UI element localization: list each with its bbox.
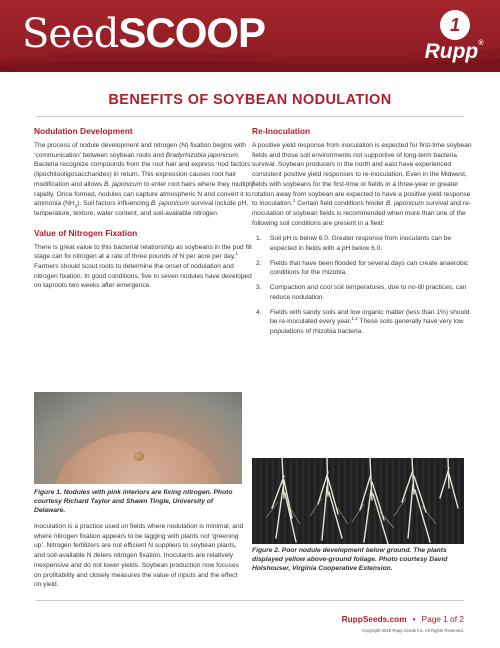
list-text: Fields with sandy soils and low organic matter (less than 1%) should be re-inoculated every year. bbox=[270, 308, 470, 326]
masthead-seed: Seed bbox=[22, 11, 119, 57]
footer bbox=[342, 614, 464, 624]
text-italic: B. japonicum bbox=[104, 180, 143, 188]
figure-1-caption: Figure 1. Nodules with pink interiors are fixing nitrogen. Photo courtesy Richard Taylor and Shawn Tingle, University of Delaware. bbox=[34, 489, 233, 515]
page-title: BENEFITS OF SOYBEAN NODULATION bbox=[108, 92, 392, 108]
footer-separator: • bbox=[412, 614, 416, 624]
text-run: survival include pH, temperature, texture, water content, and soil-available nitrogen. bbox=[34, 200, 249, 217]
left-column bbox=[34, 126, 254, 291]
reinoculation-paragraph bbox=[252, 141, 472, 228]
text-sup: 1 bbox=[235, 251, 239, 257]
right-column bbox=[252, 126, 472, 342]
list-text: Fields that have been flooded for several days can create anaerobic conditions for the rhizobia. bbox=[270, 259, 469, 277]
masthead-scoop: SCOOP bbox=[118, 9, 266, 56]
list-text: Compaction and cool soil temperatures, due to no-till practices, can reduce nodulation. bbox=[270, 284, 467, 301]
text-sup: 1 bbox=[292, 198, 296, 204]
text-run: to enter root hairs where they multiply rapidly. Once formed, nodules can capture atmospheric N and convert it to ammonia (NH bbox=[34, 180, 254, 208]
logo-word-text: Rupp bbox=[424, 40, 479, 63]
title-divider bbox=[36, 116, 464, 117]
text-sub: 3 bbox=[74, 203, 78, 209]
page-number: Page 1 of 2 bbox=[421, 614, 464, 624]
nodule-shape bbox=[134, 452, 144, 461]
text-run: ). Soil factors influencing bbox=[77, 200, 151, 208]
logo-word bbox=[422, 40, 486, 64]
inoculation-block bbox=[34, 522, 246, 590]
text-run: A positive yield response from inoculation is expected for first-time soybean fields and those soil environments not supportive of long-term bacteria survival. Soybean producers in the north and east have experienced consistent positive yield responses to re-inoculation. Even in the Midwest, fields with soybeans for the first-time or fields in a three-year or greater rotation away from soybean are expected to have a positive yield response to inoculation. bbox=[252, 142, 472, 208]
text-run: The process of nodule development and nitrogen (N) fixation begins with ‘communication’ between soybean roots and bbox=[34, 142, 246, 159]
list-number: 2. bbox=[256, 259, 262, 267]
text-run: Certain field conditions hinder bbox=[295, 200, 386, 208]
logo-mark-text: 1 bbox=[449, 15, 460, 35]
text-italic: B. japonicum bbox=[150, 200, 190, 208]
list-number: 1. bbox=[256, 235, 262, 243]
inoculation-paragraph: Inoculation is a practice used on fields where nodulation is minimal, and where nitrogen fixation appears to be lagging with plants not ‘greening up’. Nitrogen fertilizers are not efficient N suppliers to soybean plants, and soil-available N deters nitrogen fixation. Inoculants are relatively inexpensive and do not lower yields. Soybean production now focuses on profitability and closely measures the value of inputs and the effect on yield. bbox=[34, 523, 244, 589]
value-paragraph bbox=[34, 243, 254, 292]
list-item bbox=[252, 234, 472, 253]
footer-divider bbox=[36, 600, 464, 601]
figure-2-caption: Figure 2. Poor nodule development below ground. The plants displayed yellow above-ground foliage. Photo courtesy David Holshouser, Virginia Cooperative Extension. bbox=[252, 547, 448, 573]
text-italic: Bradyrhizobia japonicum bbox=[165, 151, 238, 159]
text-sup: 1,2 bbox=[351, 316, 358, 322]
list-text: Soil pH is below 6.0. Greater response from inoculants can be expected in fields with a pH below 6.0. bbox=[270, 235, 452, 253]
heading-nodulation: Nodulation Development bbox=[34, 126, 133, 136]
header-banner bbox=[0, 0, 500, 72]
list-item bbox=[252, 283, 472, 302]
list-item bbox=[252, 308, 472, 337]
list-text: These soils generally have very low populations of rhizobia bacteria. bbox=[270, 318, 464, 335]
roots-illustration bbox=[252, 458, 464, 544]
heading-value: Value of Nitrogen Fixation bbox=[34, 227, 138, 238]
heading-reinoculation: Re-Inoculation bbox=[252, 126, 311, 136]
masthead-title bbox=[22, 8, 265, 59]
conditions-list bbox=[252, 234, 472, 336]
footer-site-link[interactable]: RuppSeeds.com bbox=[341, 614, 407, 624]
text-italic: B. japonicum bbox=[385, 200, 424, 208]
text-run: survival and re-inoculation of soybean fields is recommended when more than one of the following soil conditions are present in a field: bbox=[252, 200, 471, 227]
figure-2-photo bbox=[252, 458, 464, 544]
text-run: . Bacteria recognize compounds from the root hair and express ‘nod factors’ (lipochitooligosaccharides) in return. This expression causes root hair modification and allows bbox=[34, 151, 252, 188]
figure-1-photo bbox=[34, 392, 242, 484]
nodulation-paragraph bbox=[34, 141, 254, 219]
text-run: There is great value to this bacterial relationship as soybeans in the pod fill stage can fix nitrogen at a rate of three pounds of N per acre per day. bbox=[34, 243, 252, 261]
list-number: 4. bbox=[256, 308, 262, 316]
logo-reg: ® bbox=[478, 40, 484, 47]
logo-mark-icon bbox=[440, 10, 470, 40]
list-number: 3. bbox=[256, 284, 262, 292]
list-item bbox=[252, 259, 472, 278]
text-run: Farmers should scout roots to determine the onset of nodulation and nitrogen fixation. In good conditions, five to seven nodules have developed on taproots two weeks after emergence. bbox=[34, 263, 252, 290]
copyright-notice: Copyright 2019 Rupp Seeds Inc. All Rights Reserved. bbox=[362, 628, 464, 633]
rupp-logo bbox=[422, 10, 486, 66]
